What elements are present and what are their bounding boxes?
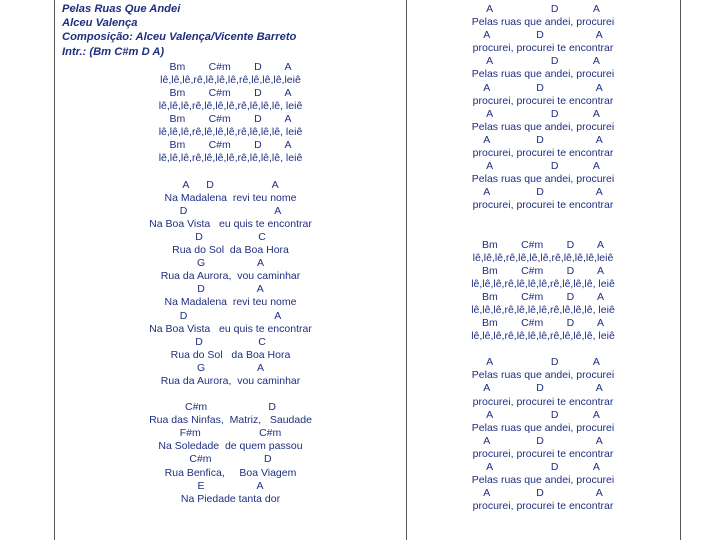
- lyric-line: Pelas ruas que andei, procurei: [471, 120, 615, 133]
- lyric-line: Pelas ruas que andei, procurei: [471, 421, 615, 434]
- chord-line: Bm C#m D A: [169, 139, 292, 152]
- right-lyrics: [408, 0, 678, 513]
- chord-line: A D A: [486, 160, 600, 173]
- chord-line: Bm C#m D A: [169, 60, 292, 73]
- chord-line: Bm C#m D A: [169, 87, 292, 99]
- chord-line: Bm C#m D A: [482, 264, 604, 277]
- section-spacer: [408, 226, 678, 239]
- lyric-line: lê,lê,lê,rê,lê,lê,lê,rê,lê,lê,lê, leiê: [158, 126, 303, 139]
- song-title: Pelas Ruas Que Andei: [62, 3, 181, 15]
- lyric-line: Pelas ruas que andei, procurei: [471, 16, 615, 29]
- chord-line: D C: [195, 230, 266, 243]
- chord-line: A D A: [483, 382, 603, 395]
- chord-line: A D A: [486, 55, 600, 68]
- chord-line: E A: [197, 479, 264, 492]
- lyric-line: Rua do Sol da Boa Hora: [172, 244, 289, 257]
- lyric-line: Rua das Ninfas, Matriz, Saudade: [149, 414, 312, 427]
- chord-line: A D A: [486, 461, 600, 473]
- section-spacer: [408, 213, 678, 226]
- chord-line: A D A: [483, 133, 603, 146]
- chord-line: A D A: [483, 29, 603, 42]
- chord-line: A D A: [182, 178, 279, 191]
- lyric-line: procurei, procurei te encontrar: [472, 94, 614, 107]
- chord-line: G A: [196, 257, 265, 270]
- chord-line: A D A: [486, 3, 600, 15]
- right-column: [408, 0, 678, 513]
- song-header: [57, 2, 404, 59]
- lyrics-section: [57, 401, 404, 506]
- lyric-line: Rua Benfica, Boa Viagem: [164, 466, 297, 479]
- lyric-line: Rua do Sol da Boa Hora: [170, 348, 291, 361]
- chord-line: C#m D: [189, 453, 272, 466]
- lyric-line: Pelas ruas que andei, procurei: [471, 173, 615, 186]
- chord-line: A D A: [483, 434, 603, 447]
- lyric-line: procurei, procurei te encontrar: [472, 395, 614, 408]
- lyric-line: Pelas ruas que andei, procurei: [471, 68, 615, 81]
- lyric-line: Pelas ruas que andei, procurei: [471, 369, 615, 382]
- chord-line: D C: [195, 335, 266, 348]
- lyric-line: procurei, procurei te encontrar: [472, 42, 614, 55]
- chord-line: A D A: [486, 107, 600, 120]
- chord-line: A D A: [486, 408, 600, 421]
- lyric-line: Na Boa Vista eu quis te encontrar: [149, 322, 312, 335]
- lyrics-section: [57, 61, 404, 166]
- chord-line: G A: [196, 361, 265, 374]
- lyric-line: lê,lê,lê,rê,lê,lê,lê,rê,lê,lê,lê, leiê: [471, 303, 615, 316]
- left-column: [57, 0, 404, 506]
- lyric-line: lê,lê,lê,rê,lê,lê,lê,rê,lê,lê,lê, leiê: [471, 330, 615, 343]
- lyric-line: procurei, procurei te encontrar: [472, 199, 614, 212]
- lyric-line: Pelas ruas que andei, procurei: [471, 474, 615, 487]
- song-composition: Composição: Alceu Valença/Vicente Barreto: [62, 31, 297, 44]
- lyric-line: Na Boa Vista eu quis te encontrar: [149, 217, 312, 230]
- lyrics-section: [408, 356, 678, 513]
- chord-line: Bm C#m D A: [169, 113, 292, 126]
- lyrics-section: [57, 179, 404, 389]
- section-spacer: [57, 166, 404, 179]
- lyric-line: procurei, procurei te encontrar: [472, 147, 614, 160]
- lyric-line: Na Madalena revi teu nome: [164, 191, 297, 204]
- lyric-line: procurei, procurei te encontrar: [472, 447, 614, 460]
- lyric-line: lê,lê,lê,rê,lê,lê,lê,rê,lê,lê,lê, leiê: [471, 277, 615, 290]
- chord-line: Bm C#m D A: [482, 317, 604, 330]
- lyric-line: Rua da Aurora, vou caminhar: [160, 374, 301, 387]
- lyrics-section: [408, 3, 678, 213]
- column-divider: [406, 0, 407, 540]
- left-lyrics: [57, 59, 404, 506]
- lyric-line: Rua da Aurora, vou caminhar: [160, 270, 301, 283]
- lyric-line: Na Piedade tanta dor: [180, 492, 281, 505]
- lyric-line: Na Madalena revi teu nome: [164, 296, 297, 309]
- lyric-line: lê,lê,lê,rê,lê,lê,lê,rê,lê,lê,lê,leiê: [160, 73, 301, 86]
- lyrics-page: [54, 0, 681, 540]
- chord-line: A D A: [486, 356, 600, 369]
- lyric-line: procurei, procurei te encontrar: [472, 500, 614, 513]
- lyric-line: lê,lê,lê,rê,lê,lê,lê,rê,lê,lê,lê, leiê: [158, 100, 303, 113]
- section-spacer: [57, 388, 404, 401]
- section-spacer: [408, 343, 678, 356]
- song-artist: Alceu Valença: [62, 17, 138, 30]
- chord-line: D A: [197, 283, 264, 296]
- lyrics-section: [408, 239, 678, 344]
- chord-line: F#m C#m: [179, 427, 282, 440]
- chord-line: A D A: [483, 487, 603, 500]
- chord-line: A D A: [483, 81, 603, 94]
- song-intro: Intr.: (Bm C#m D A): [62, 45, 165, 58]
- chord-line: A D A: [483, 186, 603, 199]
- chord-line: Bm C#m D A: [482, 290, 604, 303]
- lyric-line: Na Soledade de quem passou: [158, 440, 303, 453]
- chord-line: D A: [179, 204, 282, 217]
- lyric-line: lê,lê,lê,rê,lê,lê,lê,rê,lê,lê,lê,leiê: [472, 251, 614, 264]
- chord-line: Bm C#m D A: [482, 238, 604, 251]
- lyric-line: lê,lê,lê,rê,lê,lê,lê,rê,lê,lê,lê, leiê: [158, 152, 303, 165]
- chord-line: C#m D: [184, 401, 276, 414]
- chord-line: D A: [179, 309, 282, 322]
